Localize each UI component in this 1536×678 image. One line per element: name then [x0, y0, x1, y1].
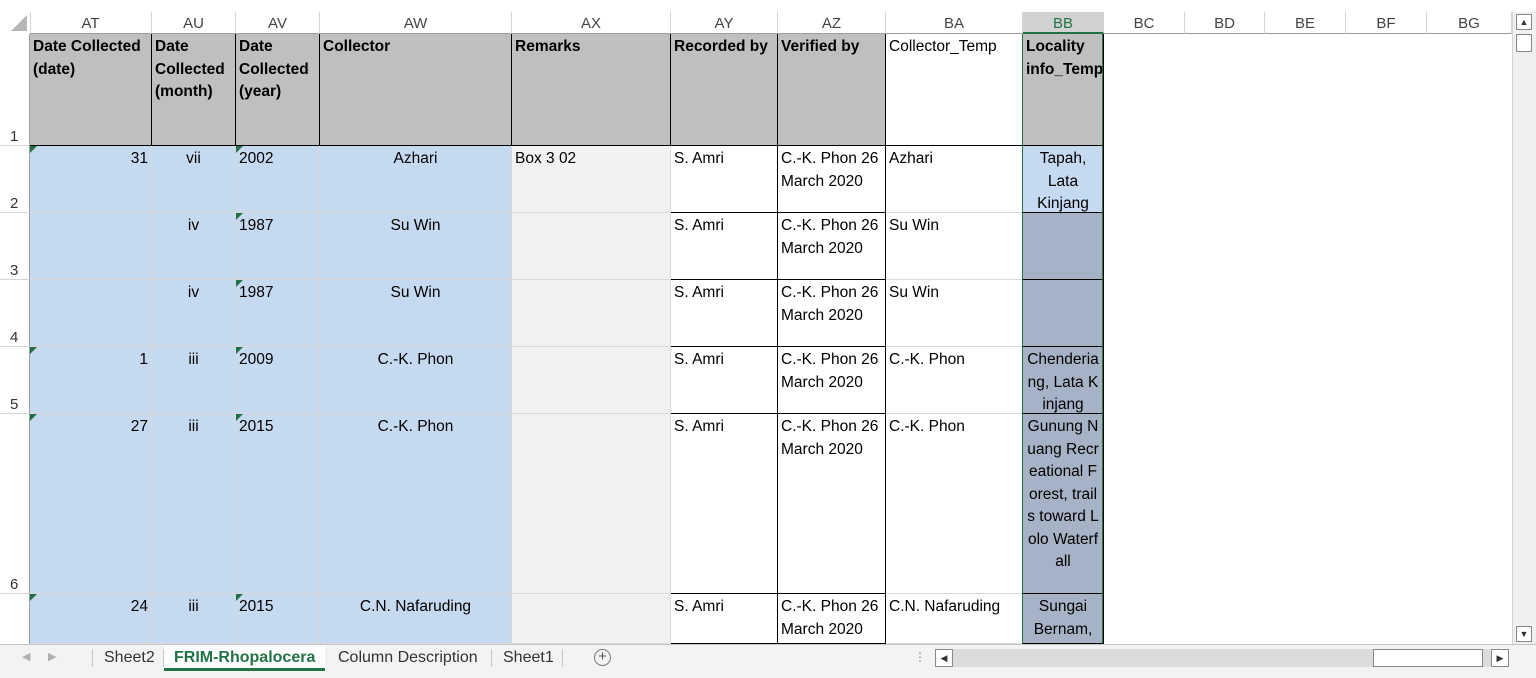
tab-resize-handle-icon[interactable]: ⋮	[914, 650, 926, 664]
row-header-5[interactable]	[0, 347, 30, 414]
scroll-up-icon[interactable]: ▲	[1516, 14, 1532, 30]
error-indicator-icon	[30, 347, 37, 354]
vertical-scroll-thumb[interactable]	[1516, 34, 1532, 52]
col-header-be[interactable]: BE	[1265, 12, 1346, 34]
cell-au4[interactable]: iv	[152, 280, 236, 347]
cell-aw7[interactable]: C.N. Nafaruding	[320, 594, 512, 644]
cell-ay7[interactable]: S. Amri	[671, 594, 778, 644]
error-indicator-icon	[236, 594, 243, 601]
row-number: 3	[10, 262, 19, 279]
scroll-down-icon[interactable]: ▼	[1516, 626, 1532, 642]
cell-bb6[interactable]: Gunung Nuang Recreational Forest, trails toward Lolo Waterfall	[1023, 414, 1104, 594]
row-header-2[interactable]	[0, 146, 30, 213]
cell-ax1[interactable]: Remarks	[512, 34, 671, 146]
row-number: 2	[10, 195, 19, 212]
cell-ba3[interactable]: Su Win	[886, 213, 1023, 280]
row-header-4[interactable]	[0, 280, 30, 347]
row-number: 4	[10, 329, 19, 346]
tab-frim-rhopalocera[interactable]: FRIM-Rhopalocera	[164, 645, 325, 671]
cell-ay1[interactable]: Recorded by	[671, 34, 778, 146]
cell-ba5[interactable]: C.-K. Phon	[886, 347, 1023, 414]
cell-az6[interactable]: C.-K. Phon 26 March 2020	[778, 414, 886, 594]
tab-divider	[92, 649, 93, 667]
row-number: 6	[10, 576, 19, 593]
row-number: 1	[10, 128, 19, 145]
cell-value: 1987	[239, 217, 274, 234]
cell-at7[interactable]	[30, 594, 152, 644]
cell-value: 1	[139, 351, 148, 368]
next-sheet-icon[interactable]: ▶	[48, 651, 57, 663]
cell-ba1[interactable]: Collector_Temp	[886, 34, 1023, 146]
col-header-aw[interactable]: AW	[320, 12, 512, 34]
row-header-7[interactable]	[0, 594, 30, 644]
cell-value: 2015	[239, 418, 274, 435]
col-header-az[interactable]: AZ	[778, 12, 886, 34]
cell-aw6[interactable]: C.-K. Phon	[320, 414, 512, 594]
cell-ay5[interactable]: S. Amri	[671, 347, 778, 414]
row-number: 5	[10, 396, 19, 413]
cell-aw4[interactable]: Su Win	[320, 280, 512, 347]
cell-az2[interactable]: C.-K. Phon 26 March 2020	[778, 146, 886, 213]
cell-ay6[interactable]: S. Amri	[671, 414, 778, 594]
cell-au1[interactable]: Date Collected (month)	[152, 34, 236, 146]
add-sheet-icon[interactable]: +	[594, 649, 611, 666]
col-header-bb[interactable]: BB	[1023, 12, 1104, 34]
cell-bb1[interactable]: Locality info_Temp	[1023, 34, 1104, 146]
col-header-av[interactable]: AV	[236, 12, 320, 34]
cell-ax2[interactable]: Box 3 02	[512, 146, 671, 213]
prev-sheet-icon[interactable]: ◀	[22, 651, 31, 663]
cell-ax3[interactable]	[512, 213, 671, 280]
cell-av3[interactable]	[236, 213, 320, 280]
error-indicator-icon	[30, 594, 37, 601]
cell-au2[interactable]: vii	[152, 146, 236, 213]
cell-ay3[interactable]: S. Amri	[671, 213, 778, 280]
cell-au7[interactable]: iii	[152, 594, 236, 644]
cell-at3[interactable]	[30, 213, 152, 280]
col-header-ax[interactable]: AX	[512, 12, 671, 34]
tab-divider	[562, 649, 563, 667]
error-indicator-icon	[30, 414, 37, 421]
col-header-bf[interactable]: BF	[1346, 12, 1427, 34]
cell-bb4[interactable]	[1023, 280, 1104, 347]
col-header-au[interactable]: AU	[152, 12, 236, 34]
row-header-6[interactable]	[0, 414, 30, 594]
cell-az4[interactable]: C.-K. Phon 26 March 2020	[778, 280, 886, 347]
cell-aw5[interactable]: C.-K. Phon	[320, 347, 512, 414]
horizontal-scroll-thumb[interactable]	[1373, 649, 1483, 667]
cell-ay4[interactable]: S. Amri	[671, 280, 778, 347]
row-header-1[interactable]	[0, 34, 30, 146]
col-header-bc[interactable]: BC	[1104, 12, 1185, 34]
cell-ax4[interactable]	[512, 280, 671, 347]
cell-ax5[interactable]	[512, 347, 671, 414]
error-indicator-icon	[236, 213, 243, 220]
select-all-button[interactable]	[0, 12, 31, 35]
col-header-ba[interactable]: BA	[886, 12, 1023, 34]
error-indicator-icon	[236, 414, 243, 421]
cell-ba4[interactable]: Su Win	[886, 280, 1023, 347]
cell-ba7[interactable]: C.N. Nafaruding	[886, 594, 1023, 644]
cell-av1[interactable]: Date Collected (year)	[236, 34, 320, 146]
cell-at4[interactable]	[30, 280, 152, 347]
cell-at1[interactable]: Date Collected (date)	[30, 34, 152, 146]
cell-ax6[interactable]	[512, 414, 671, 594]
tab-divider	[491, 649, 492, 667]
cell-az1[interactable]: Verified by	[778, 34, 886, 146]
cell-value: 2002	[239, 150, 274, 167]
cell-az7[interactable]: C.-K. Phon 26 March 2020	[778, 594, 886, 644]
cell-aw1[interactable]: Collector	[320, 34, 512, 146]
scroll-right-icon[interactable]: ▶	[1491, 649, 1509, 667]
col-header-bd[interactable]: BD	[1185, 12, 1265, 34]
cell-av4[interactable]	[236, 280, 320, 347]
cell-value: 31	[130, 150, 148, 167]
tab-sheet1[interactable]: Sheet1	[503, 649, 554, 666]
cell-au3[interactable]: iv	[152, 213, 236, 280]
cell-ba6[interactable]: C.-K. Phon	[886, 414, 1023, 594]
error-indicator-icon	[236, 146, 243, 153]
sheet-tab-bar	[0, 644, 1536, 671]
cell-au5[interactable]: iii	[152, 347, 236, 414]
status-bar	[0, 671, 1536, 678]
cell-bb2[interactable]: Tapah, Lata Kinjang	[1023, 146, 1104, 213]
error-indicator-icon	[236, 347, 243, 354]
cell-value: 2015	[239, 598, 274, 615]
cell-az3[interactable]: C.-K. Phon 26 March 2020	[778, 213, 886, 280]
cell-ax7[interactable]	[512, 594, 671, 644]
vertical-scrollbar[interactable]	[1512, 12, 1536, 644]
cell-av2[interactable]	[236, 146, 320, 213]
cell-aw2[interactable]: Azhari	[320, 146, 512, 213]
cell-at5[interactable]	[30, 347, 152, 414]
scroll-left-icon[interactable]: ◀	[935, 649, 953, 667]
cell-av5[interactable]	[236, 347, 320, 414]
tab-column-description[interactable]: Column Description	[338, 649, 478, 666]
cell-value: 27	[130, 418, 148, 435]
cell-at6[interactable]	[30, 414, 152, 594]
cell-av6[interactable]	[236, 414, 320, 594]
cell-au6[interactable]: iii	[152, 414, 236, 594]
cell-aw3[interactable]: Su Win	[320, 213, 512, 280]
cell-value: 1987	[239, 284, 274, 301]
cell-ay2[interactable]: S. Amri	[671, 146, 778, 213]
cell-bb5[interactable]: Chenderiang, Lata Kinjang	[1023, 347, 1104, 414]
cell-at2[interactable]	[30, 146, 152, 213]
cell-az5[interactable]: C.-K. Phon 26 March 2020	[778, 347, 886, 414]
cell-ba2[interactable]: Azhari	[886, 146, 1023, 213]
select-all-triangle-icon	[11, 15, 27, 31]
col-header-at[interactable]: AT	[30, 12, 152, 34]
error-indicator-icon	[236, 280, 243, 287]
cell-value: 2009	[239, 351, 274, 368]
cell-bb3[interactable]	[1023, 213, 1104, 280]
tab-sheet2[interactable]: Sheet2	[104, 649, 155, 666]
cell-value: 24	[130, 598, 148, 615]
column-header-bar	[0, 12, 1512, 34]
cell-av7[interactable]	[236, 594, 320, 644]
row-header-3[interactable]	[0, 213, 30, 280]
col-header-ay[interactable]: AY	[671, 12, 778, 34]
error-indicator-icon	[30, 146, 37, 153]
col-header-bg[interactable]: BG	[1427, 12, 1512, 34]
cell-bb7[interactable]: Sungai Bernam,	[1023, 594, 1104, 644]
